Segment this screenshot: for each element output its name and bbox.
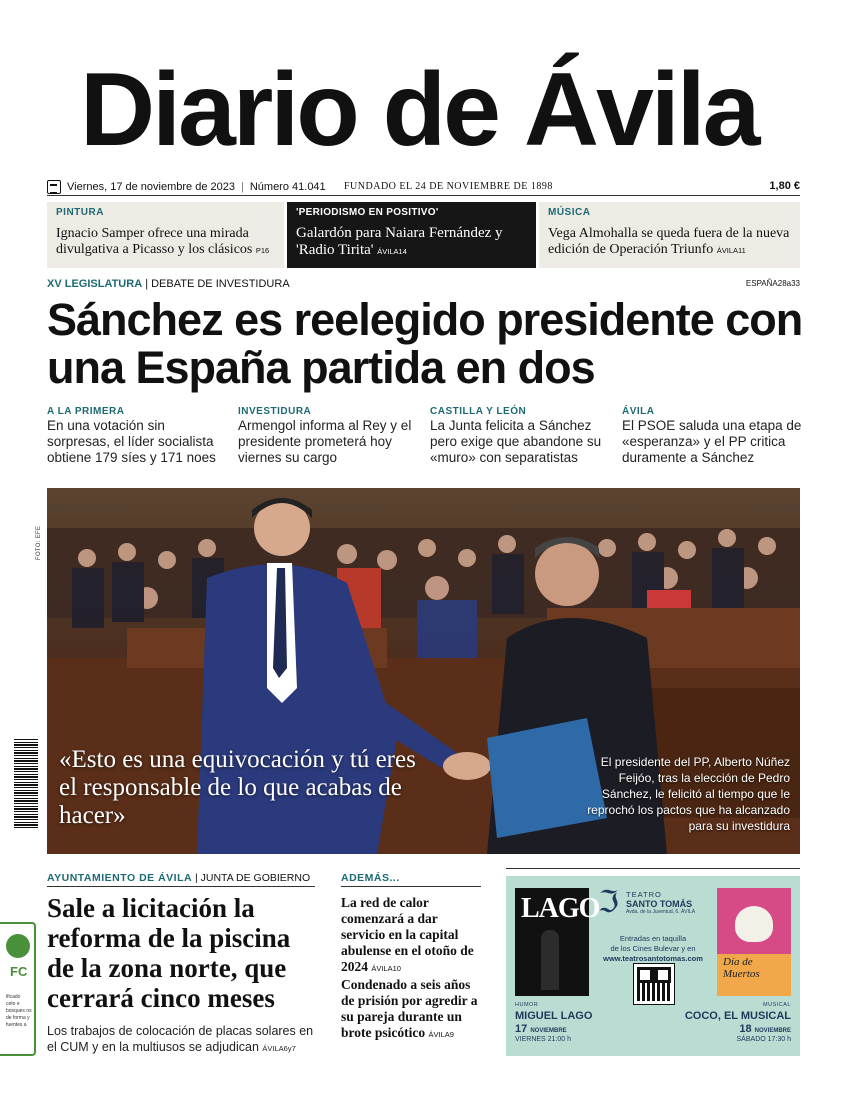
teaser-musica[interactable] (539, 202, 800, 268)
fsc-tree-icon (6, 934, 30, 958)
teaser-kicker: MÚSICA (548, 207, 591, 218)
issue-number: Número 41.041 (249, 181, 326, 193)
ticket-info-url[interactable]: www.teatrosantotomas.com (603, 954, 703, 963)
bottom-story-section (47, 872, 315, 887)
lead-ref: ESPAÑA28a33 (745, 279, 800, 288)
photo-caption: El presidente del PP, Alberto Núñez Feijóo, tras la elección de Pedro Sánchez, le felicitó al tiempo que le reprochó los pactos que ha alcanzado para su investidura (587, 755, 790, 833)
subcol-kicker: INVESTIDURA (238, 406, 312, 417)
teaser-strip (47, 202, 800, 268)
lead-headline[interactable]: Sánchez es reelegido presidente con una España partida en dos (47, 294, 803, 393)
poster-left-title: LAGO (521, 893, 600, 924)
issue-date: Viernes, 17 de noviembre de 2023 (67, 181, 235, 193)
fsc-text: FC (10, 964, 28, 979)
event-genre: HUMOR (515, 1002, 539, 1008)
newspaper-icon (47, 180, 61, 194)
masthead-infobar: Viernes, 17 de noviembre de 2023 | Número 41.041 FUNDADO EL 24 DE NOVIEMBRE DE 1898 1,80 € (47, 178, 800, 196)
event-coco (671, 1002, 791, 1043)
teaser-ref: ÁVILA14 (377, 247, 407, 256)
ademas-item-text: Condenado a seis años de prisión por agredir a su pareja durante un brote psicótico (341, 977, 478, 1040)
ademas-item-ref: ÁVILA9 (428, 1030, 454, 1039)
event-name: MIGUEL LAGO (515, 1010, 593, 1022)
ticket-info (598, 934, 708, 964)
event-time: SÁBADO 17:30 h (736, 1036, 791, 1043)
theatre-mark-icon: ℑ (598, 886, 619, 919)
performer-figure (541, 930, 559, 990)
bottom-story-subsection: | JUNTA DE GOBIERNO (195, 872, 311, 884)
fsc-small-text: ceto e bosques os de forma y fuentes a (6, 1001, 32, 1028)
event-name: COCO, EL MUSICAL (684, 1010, 791, 1022)
bottom-story-sub (47, 1023, 322, 1057)
price: 1,80 € (769, 180, 800, 192)
event-genre: MUSICAL (763, 1002, 791, 1008)
subcol-a-la-primera[interactable] (47, 406, 227, 466)
theatre-label: TEATRO (626, 890, 662, 899)
subcol-text: El PSOE saluda una etapa de «esperanza» y el PP critica duramente a Sánchez (622, 418, 802, 465)
ticket-info-2: de los Cines Bulevar y en (610, 944, 696, 953)
ticket-info-1: Entradas en taquilla (619, 934, 687, 943)
fsc-note: ificado (6, 994, 21, 1000)
ademas-item[interactable] (341, 977, 481, 1043)
ademas-item-ref: ÁVILA10 (371, 964, 401, 973)
theatre-name: SANTO TOMÁS (626, 899, 693, 909)
main-photo[interactable] (47, 488, 800, 854)
subcol-text: En una votación sin sorpresas, el líder socialista obtiene 179 síes y 171 noes (47, 418, 216, 465)
event-day: 18 (739, 1023, 752, 1035)
poster-coco (717, 888, 791, 996)
teaser-kicker: 'PERIODISMO EN POSITIVO' (296, 207, 439, 218)
poster-right-title: Día de Muertos (723, 956, 760, 980)
bottom-story-subtext: Los trabajos de colocación de placas solares en el CUM y en la multiusos se adjudican (47, 1024, 314, 1054)
founded-line: FUNDADO EL 24 DE NOVIEMBRE DE 1898 (344, 181, 553, 192)
event-day: 17 (515, 1023, 528, 1035)
event-month: NOVIEMBRE (530, 1028, 567, 1034)
subcol-investidura[interactable] (238, 406, 418, 466)
event-time: VIERNES 21:00 h (515, 1036, 572, 1043)
barcode (14, 738, 38, 828)
bottom-story-headline[interactable]: Sale a licitación la reforma de la piscina de la zona norte, que cerrará cinco meses (47, 893, 291, 1013)
subcol-kicker: CASTILLA Y LEÓN (430, 406, 527, 417)
subcol-text: La Junta felicita a Sánchez pero exige que abandone su «muro» con separatistas (430, 418, 602, 465)
teaser-ref: ÁVILA11 (716, 246, 746, 255)
subcol-kicker: A LA PRIMERA (47, 406, 125, 417)
teaser-kicker: PINTURA (56, 207, 104, 218)
teaser-text: Galardón para Naiara Fernández y 'Radio Tirita' (296, 225, 503, 258)
bottom-story-kicker: AYUNTAMIENTO DE ÁVILA (47, 872, 193, 884)
teaser-periodismo[interactable] (287, 202, 536, 268)
masthead-title: Diario de Ávila (80, 52, 758, 168)
event-miguel-lago (515, 1002, 625, 1043)
lead-subsection: | DEBATE DE INVESTIDURA (145, 278, 290, 290)
ademas-item-text: La red de calor comenzará a dar servicio en la capital abulense en el otoño de 2024 (341, 895, 474, 974)
ademas-item[interactable] (341, 895, 481, 977)
subcol-avila[interactable] (622, 406, 802, 466)
teaser-text: Vega Almohalla se queda fuera de la nueva edición de Operación Triunfo (548, 226, 790, 257)
subcol-text: Armengol informa al Rey y el presidente prometerá hoy viernes su cargo (238, 418, 412, 465)
theatre-address: Avda. de la Juventud, 6. ÁVILA (626, 909, 696, 915)
event-month: NOVIEMBRE (754, 1028, 791, 1034)
bottom-story-ref: ÁVILA6y7 (262, 1044, 296, 1053)
fsc-label (0, 922, 36, 1056)
theatre-ad[interactable] (506, 876, 800, 1056)
skull-icon (735, 906, 773, 942)
subcol-kicker: ÁVILA (622, 406, 655, 417)
photo-quote: «Esto es una equivocación y tú eres el responsable de lo que acabas de hacer» (59, 746, 416, 829)
lead-section: XV LEGISLATURA (47, 278, 143, 290)
ad-divider (506, 868, 800, 869)
teaser-pintura[interactable] (47, 202, 284, 268)
teaser-text: Ignacio Samper ofrece una mirada divulgativa a Picasso y los clásicos (56, 226, 253, 257)
qr-code-icon[interactable] (634, 964, 674, 1004)
poster-miguel-lago (515, 888, 600, 996)
lead-section-line (47, 278, 800, 290)
photo-credit: FOTO: EFE (36, 525, 42, 560)
subcol-castilla-y-leon[interactable] (430, 406, 610, 466)
ademas-kicker: ADEMÁS... (341, 872, 481, 887)
teaser-ref: P16 (255, 246, 270, 255)
